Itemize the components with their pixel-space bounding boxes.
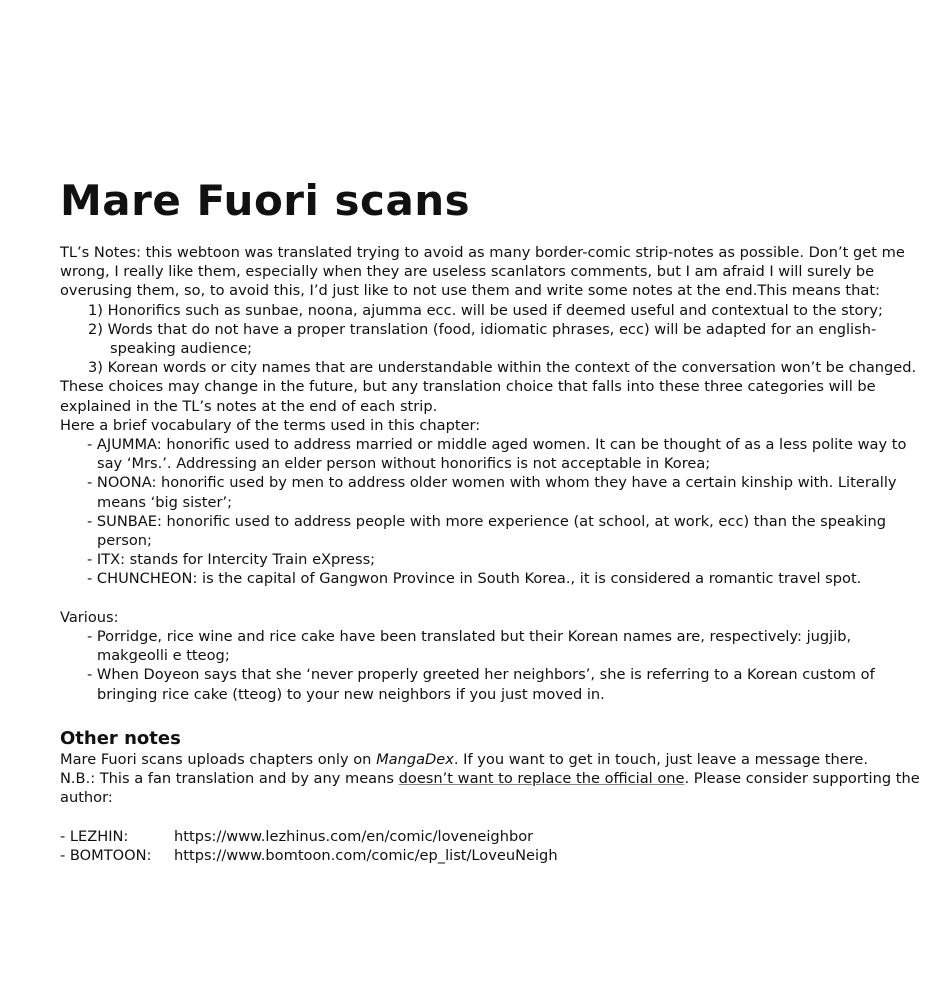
mangadex-link[interactable]: MangaDex <box>376 751 454 769</box>
nb-text-end: . Please consider supporting the author: <box>60 770 920 807</box>
uploads-text-end: . If you want to get in touch, just leave a message there. <box>453 751 869 769</box>
spacer <box>60 704 922 723</box>
notes-body <box>60 243 922 865</box>
various-item-1: - Porridge, rice wine and rice cake have been translated but their Korean names are, respectively: jugjib, makgeolli e tteog; <box>87 628 852 665</box>
author-links <box>60 827 922 865</box>
vocab-item-ajumma: - AJUMMA: honorific used to address married or middle aged women. It can be thought of as a less polite way to say ‘Mrs.’. Addressing an elder person without honorifics is not acceptable in Korea; <box>87 436 907 473</box>
various-label: Various: <box>60 608 119 626</box>
official-link[interactable]: doesn’t want to replace the official one <box>398 770 685 788</box>
various-item-2: - When Doyeon says that she ‘never properly greeted her neighbors’, she is referring to a Korean custom of bringing rice cake (tteog) to your new neighbors if you just moved in. <box>87 666 875 703</box>
link-url-lezhin[interactable]: https://www.lezhinus.com/en/comic/loveneighbor <box>174 827 534 845</box>
vocab-item-noona: - NOONA: honorific used by men to address older women with whom they have a certain kinship with. Literally means ‘big sister’; <box>87 474 897 511</box>
uploads-text-start: Mare Fuori scans uploads chapters only on <box>60 751 377 769</box>
page-title: Mare Fuori scans <box>60 176 471 225</box>
link-row-lezhin <box>60 827 922 846</box>
nb-paragraph <box>60 769 922 807</box>
link-row-bomtoon <box>60 846 922 865</box>
numbered-item-1: 1) Honorifics such as sunbae, noona, ajumma ecc. will be used if deemed useful and contextual to the story; <box>88 301 883 319</box>
uploads-paragraph <box>60 750 922 769</box>
other-notes-heading: Other notes <box>60 728 181 750</box>
intro-paragraph: TL’s Notes: this webtoon was translated trying to avoid as many border-comic strip-notes as possible. Don’t get me wrong, I really like them, especially when they are useless scanlators comments, but I am afraid I will surely be overusing them, so, to avoid this, I’d just like to not use them and write some notes at the end.This means that: <box>60 244 905 300</box>
link-url-bomtoon[interactable]: https://www.bomtoon.com/comic/ep_list/LoveuNeigh <box>174 847 558 865</box>
vocab-item-sunbae: - SUNBAE: honorific used to address people with more experience (at school, at work, ecc) than the speaking person; <box>87 512 886 550</box>
vocab-item-chuncheon: - CHUNCHEON: is the capital of Gangwon Province in South Korea., it is considered a romantic travel spot. <box>87 570 862 588</box>
spacer <box>60 808 922 827</box>
link-label-lezhin: - LEZHIN: <box>60 827 129 845</box>
link-label-bomtoon: - BOMTOON: <box>60 847 152 865</box>
numbered-item-2: 2) Words that do not have a proper translation (food, idiomatic phrases, ecc) will be adapted for an english-speaking audience; <box>88 320 877 358</box>
vocab-intro: Here a brief vocabulary of the terms used in this chapter: <box>60 416 481 434</box>
numbered-item-3: 3) Korean words or city names that are understandable within the context of the conversation won’t be changed. <box>88 359 917 377</box>
nb-text-start: N.B.: This a fan translation and by any means <box>60 770 399 788</box>
choices-paragraph: These choices may change in the future, but any translation choice that falls into these three categories will be explained in the TL’s notes at the end of each strip. <box>60 378 876 415</box>
spacer <box>60 589 922 608</box>
vocab-item-itx: - ITX: stands for Intercity Train eXpress; <box>87 551 376 569</box>
